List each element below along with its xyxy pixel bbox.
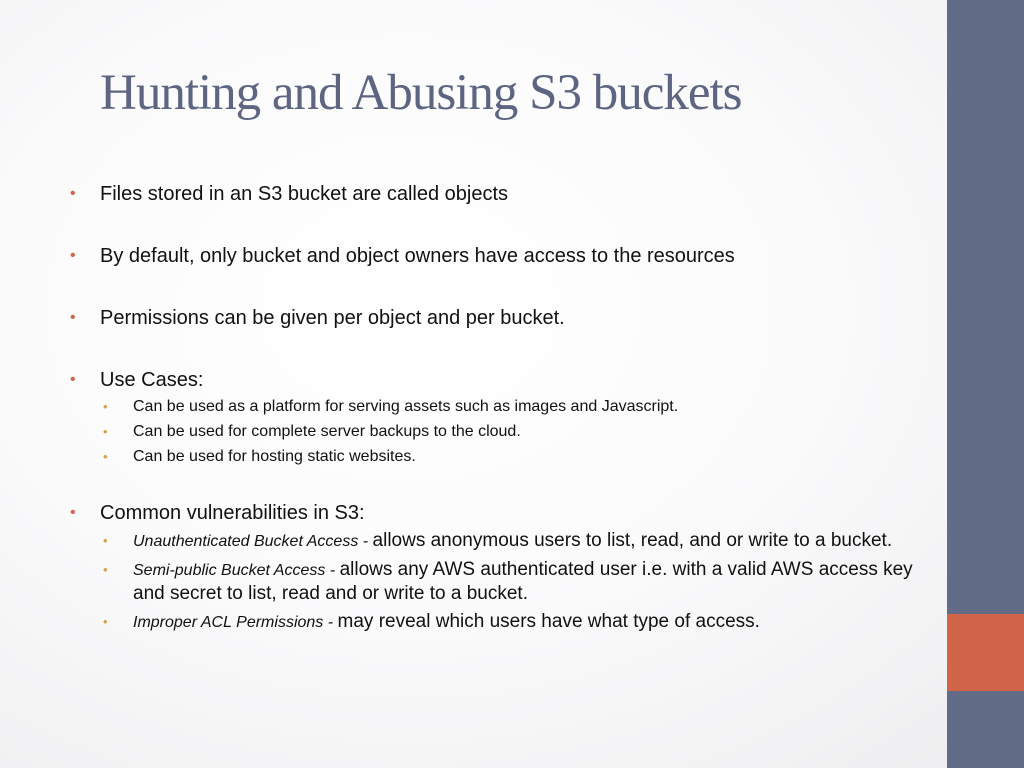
vulnerability-item [103,558,930,605]
vulnerability-term: Unauthenticated Bucket Access [133,533,359,550]
sub-bullet-dot-icon: • [103,449,108,464]
bullet-dot-icon: • [70,247,76,264]
bullet-item [70,242,930,270]
vulnerabilities-list [103,529,930,634]
vulnerability-item [103,610,930,634]
sidebar-accent-block [947,614,1024,691]
vulnerability-item [103,529,930,553]
bullet-dot-icon: • [70,309,76,326]
bullet-dot-icon: • [70,371,76,388]
sub-bullet-dot-icon: • [103,533,108,548]
vulnerability-description: allows anonymous users to list, read, and or write to a bucket. [372,530,893,551]
bullet-text: Use Cases: [100,369,204,391]
sub-bullet-item [103,396,930,418]
sub-bullet-dot-icon: • [103,399,108,414]
bullet-dot-icon: • [70,504,76,521]
vulnerability-description: may reveal which users have what type of access. [337,611,760,632]
use-cases-list [103,396,930,468]
bullet-dot-icon: • [70,185,76,202]
vulnerability-separator: - [358,533,373,550]
bullet-text: Common vulnerabilities in S3: [100,502,365,524]
vulnerability-term: Semi-public Bucket Access [133,562,326,579]
slide-content [70,180,930,639]
vulnerability-description: allows any AWS authenticated user i.e. with a valid AWS access key and secret to list, read and or write to a bucket. [133,559,913,604]
bullet-item [70,180,930,208]
sub-bullet-dot-icon: • [103,614,108,629]
vulnerability-term: Improper ACL Permissions [133,614,324,631]
bullet-item-vulnerabilities [70,499,930,527]
sub-bullet-item [103,446,930,468]
sub-bullet-text: Can be used for hosting static websites. [133,448,416,465]
sub-bullet-item [103,421,930,443]
sub-bullet-text: Can be used for complete server backups to the cloud. [133,423,521,440]
bullet-item [70,304,930,332]
vulnerability-separator: - [325,562,340,579]
vulnerability-separator: - [323,614,338,631]
sub-bullet-dot-icon: • [103,562,108,577]
bullet-item-use-cases [70,366,930,394]
slide-title: Hunting and Abusing S3 buckets [100,65,742,121]
bullet-text: By default, only bucket and object owners have access to the resources [100,245,735,267]
sub-bullet-dot-icon: • [103,424,108,439]
bullet-text: Files stored in an S3 bucket are called objects [100,183,508,205]
sub-bullet-text: Can be used as a platform for serving assets such as images and Javascript. [133,398,679,415]
bullet-text: Permissions can be given per object and per bucket. [100,307,565,329]
